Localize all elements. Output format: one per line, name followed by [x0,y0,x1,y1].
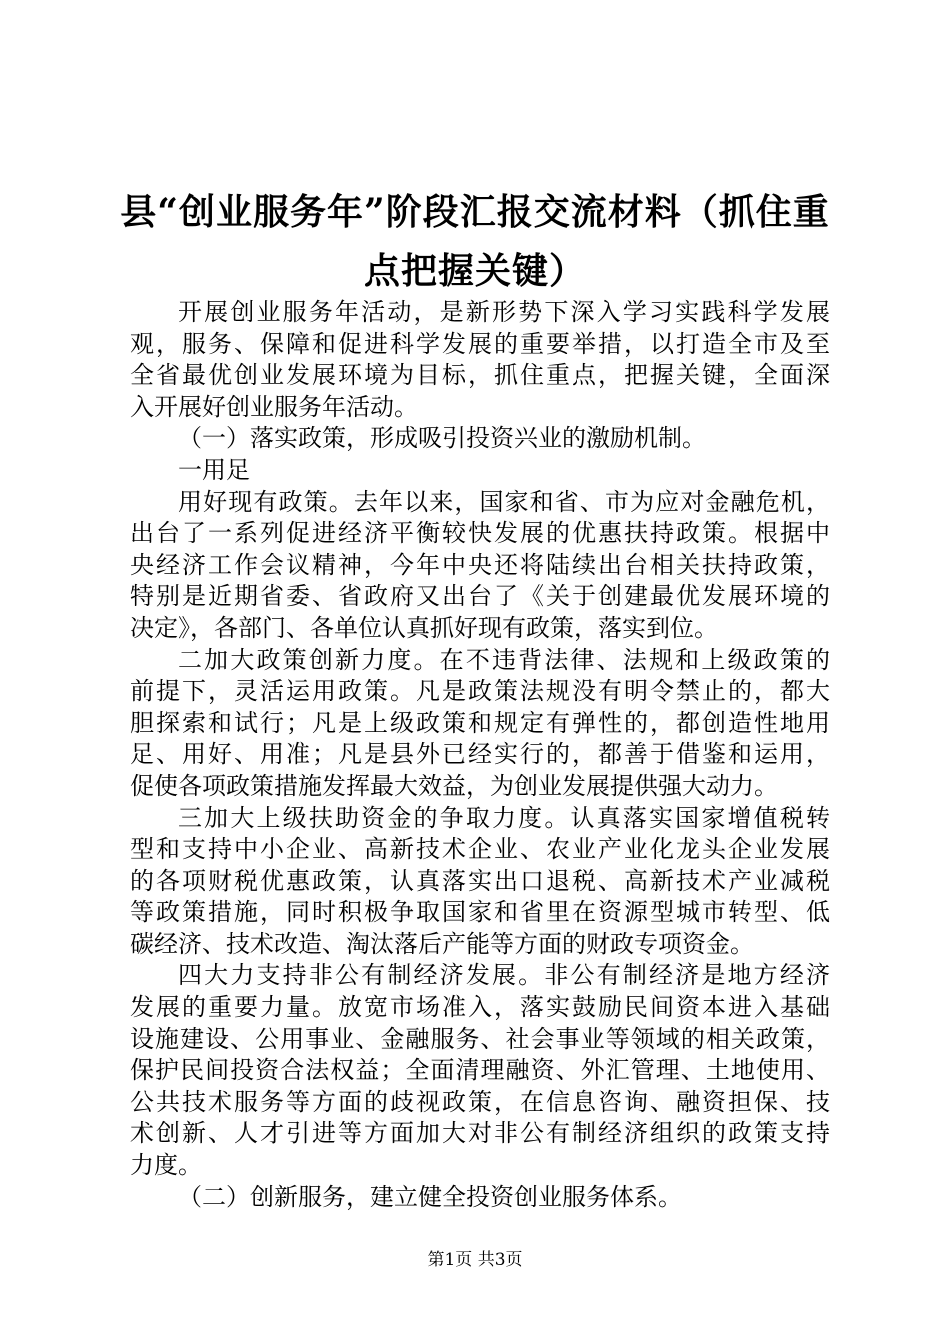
document-title-line-2: 点把握关键） [363,250,586,292]
text-line: （二）创新服务，建立健全投资创业服务体系。 [178,1182,682,1211]
text-line: 开展创业服务年活动，是新形势下深入学习实践科学发展 [178,298,830,326]
text-line: 设施建设、公用事业、金融服务、社会事业等领域的相关政策， [130,1024,830,1053]
text-line: 的各项财税优惠政策，认真落实出口退税、高新技术产业减税 [130,866,830,895]
text-line: 保护民间投资合法权益；全面清理融资、外汇管理、土地使用、 [130,1056,830,1085]
text-line: 公共技术服务等方面的歧视政策，在信息咨询、融资担保、技 [130,1087,830,1116]
text-line: 决定》，各部门、各单位认真抓好现有政策，落实到位。 [130,613,718,642]
text-line: 特别是近期省委、省政府又出台了《关于创建最优发展环境的 [130,582,830,611]
text-line: 观，服务、保障和促进科学发展的重要举措，以打造全市及至 [130,329,830,358]
text-line: 二加大政策创新力度。在不违背法律、法规和上级政策的 [178,645,830,674]
text-line: 足、用好、用准；凡是县外已经实行的，都善于借鉴和运用， [130,740,830,769]
text-line: 碳经济、技术改造、淘汰落后产能等方面的财政专项资金。 [130,929,754,958]
text-line: 等政策措施，同时积极争取国家和省里在资源型城市转型、低 [130,898,830,927]
text-line: 发展的重要力量。放宽市场准入，落实鼓励民间资本进入基础 [130,993,830,1022]
text-line: 力度。 [130,1151,202,1180]
text-line: 用好现有政策。去年以来，国家和省、市为应对金融危机， [178,487,830,516]
text-line: （一）落实政策，形成吸引投资兴业的激励机制。 [178,424,706,453]
text-line: 型和支持中小企业、高新技术企业、农业产业化龙头企业发展 [130,835,830,864]
document-body [130,297,830,1213]
text-line: 四大力支持非公有制经济发展。非公有制经济是地方经济 [178,961,830,990]
text-line: 入开展好创业服务年活动。 [130,392,418,421]
text-line: 三加大上级扶助资金的争取力度。认真落实国家增值税转 [178,803,830,832]
text-line: 术创新、人才引进等方面加大对非公有制经济组织的政策支持 [130,1119,830,1148]
text-line: 全省最优创业发展环境为目标，抓住重点，把握关键，全面深 [130,361,830,390]
text-line: 胆探索和试行；凡是上级政策和规定有弹性的，都创造性地用 [130,708,830,737]
text-line: 前提下，灵活运用政策。凡是政策法规没有明令禁止的，都大 [130,677,830,706]
text-line: 央经济工作会议精神，今年中央还将陆续出台相关扶持政策， [130,550,830,579]
page-footer: 第1页 共3页 [427,1250,523,1270]
text-line: 一用足 [178,455,250,484]
text-line: 出台了一系列促进经济平衡较快发展的优惠扶持政策。根据中 [130,519,830,548]
document-title-line-1: 县“创业服务年”阶段汇报交流材料（抓住重 [120,191,830,233]
text-line: 促使各项政策措施发挥最大效益，为创业发展提供强大动力。 [130,771,778,800]
